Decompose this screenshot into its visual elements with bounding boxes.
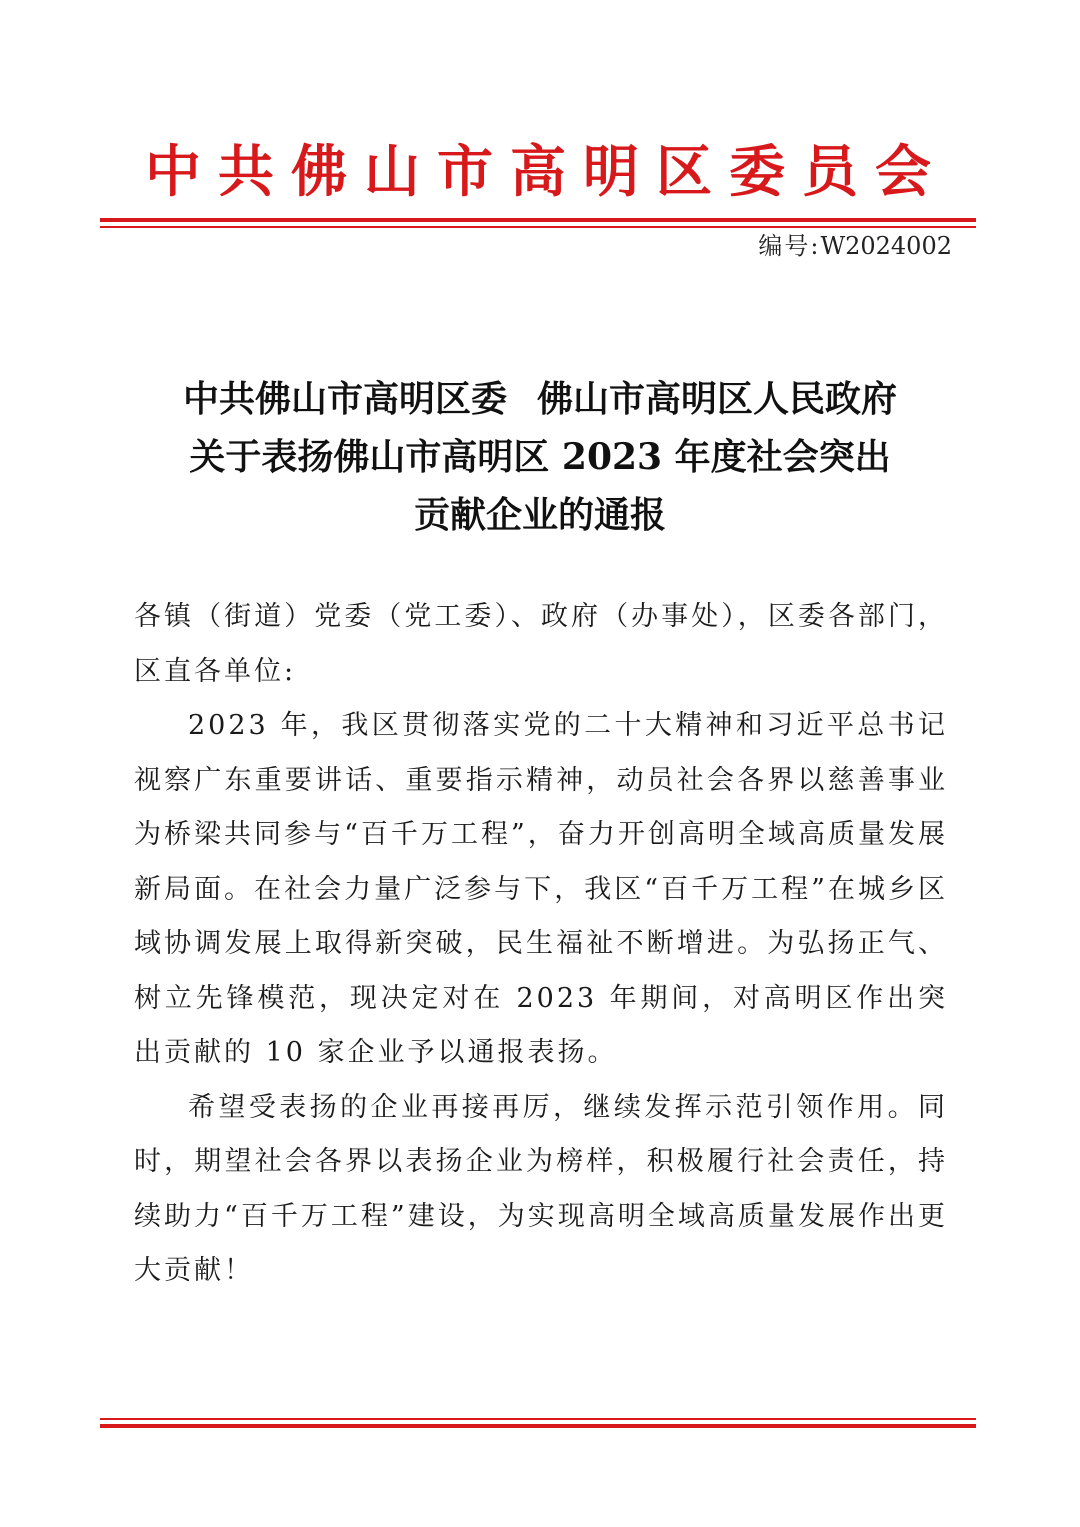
footer-divider-thick (100, 1424, 976, 1428)
title-line-2: 关于表扬佛山市高明区 2023 年度社会突出 (189, 436, 891, 478)
body-paragraph-1: 2023 年，我区贯彻落实党的二十大精神和习近平总书记视察广东重要讲话、重要指示精神，动员社会各界以慈善事业为桥梁共同参与“百千万工程”，奋力开创高明全域高质量发展新局面。在社会力量广泛参与下，我区“百千万工程”在城乡区域协调发展上取得新突破，民生福祉不断增进。为弘扬正气、树立先锋模范，现决定对在 2023 年期间，对高明区作出突出贡献的 10 家企业予以通报表扬。 (134, 710, 948, 1068)
masthead-org-name: 中共佛山市高明区委员会 (145, 140, 948, 205)
title-issuer-government: 佛山市高明区人民政府 (537, 378, 898, 420)
document-number-label: 编号: (758, 232, 821, 260)
masthead-divider-thick (100, 218, 976, 222)
footer-divider (100, 1418, 976, 1428)
title-issuer-party: 中共佛山市高明区委 (182, 378, 507, 420)
addressee: 各镇（街道）党委（党工委）、政府（办事处），区委各部门，区直各单位: (134, 601, 948, 687)
footer-divider-thin (100, 1418, 976, 1420)
document-number-value: W2024002 (820, 232, 952, 260)
document-body (134, 590, 948, 1299)
title-issuers-line (100, 370, 980, 428)
title-line-3: 贡献企业的通报 (413, 494, 666, 536)
document-number (758, 228, 952, 264)
document-title (100, 370, 980, 544)
body-paragraph-2: 希望受表扬的企业再接再厉，继续发挥示范引领作用。同时，期望社会各界以表扬企业为榜样，积极履行社会责任，持续助力“百千万工程”建设，为实现高明全域高质量发展作出更大贡献！ (134, 1091, 948, 1286)
masthead-divider (100, 218, 976, 228)
